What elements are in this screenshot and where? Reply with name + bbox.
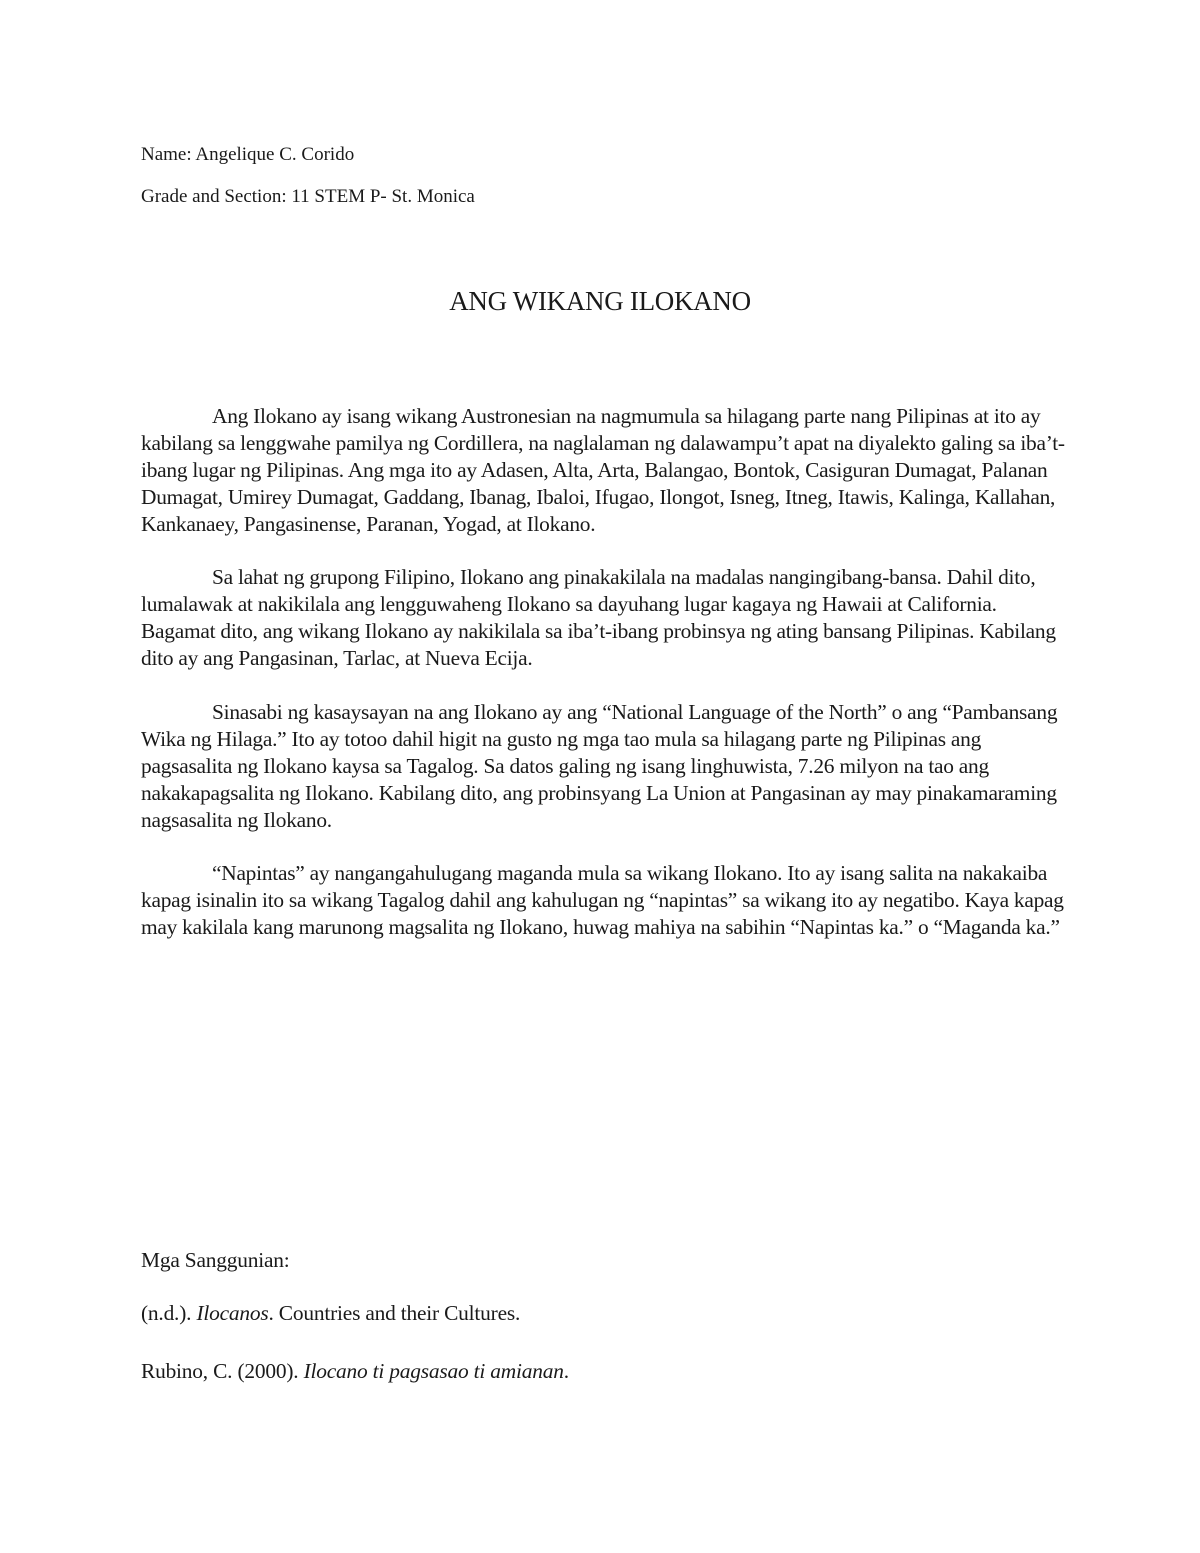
document-title: ANG WIKANG ILOKANO	[449, 286, 751, 316]
reference-2-suffix: .	[563, 1359, 569, 1383]
student-name: Name: Angelique C. Corido	[141, 144, 355, 165]
reference-2-prefix: Rubino, C. (2000).	[141, 1359, 304, 1383]
reference-item-1	[141, 1300, 520, 1327]
references-heading: Mga Sanggunian:	[141, 1248, 290, 1272]
reference-1-prefix: (n.d.).	[141, 1301, 197, 1325]
grade-and-section: Grade and Section: 11 STEM P- St. Monica	[141, 186, 475, 207]
reference-1-suffix: . Countries and their Cultures.	[268, 1301, 521, 1325]
reference-2-title: Ilocano ti pagsasao ti amianan	[303, 1359, 564, 1383]
essay-body	[141, 403, 1071, 968]
paragraph-4: “Napintas” ay nangangahulugang maganda mula sa wikang Ilokano. Ito ay isang salita na nakakaiba kapag isinalin ito sa wikang Tagalog dahil ang kahulugan ng “napintas” sa wikang ito ay negatibo. Kaya kapag may kakilala kang marunong magsalita ng Ilokano, huwag mahiya na sabihin “Napintas ka.” o “Maganda ka.”	[141, 861, 1064, 940]
paragraph-2: Sa lahat ng grupong Filipino, Ilokano ang pinakakilala na madalas nangingibang-bansa. Dahil dito, lumalawak at nakikilala ang lengguwaheng Ilokano sa dayuhang lugar kagaya ng Hawaii at California. Bagamat dito, ang wikang Ilokano ay nakikilala sa iba’t-ibang probinsya ng ating bansang Pilipinas. Kabilang dito ay ang Pangasinan, Tarlac, at Nueva Ecija.	[141, 565, 1056, 671]
reference-item-2	[141, 1358, 569, 1385]
paragraph-3: Sinasabi ng kasaysayan na ang Ilokano ay ang “National Language of the North” o ang “Pambansang Wika ng Hilaga.” Ito ay totoo dahil higit na gusto ng mga tao mula sa hilagang parte ng Pilipinas ang pagsasalita ng Ilokano kaysa sa Tagalog. Sa datos galing ng isang linghuwista, 7.26 milyon na tao ang nakakapagsalita ng Ilokano. Kabilang dito, ang probinsyang La Union at Pangasinan ay may pinakamaraming nagsasalita ng Ilokano.	[141, 699, 1058, 832]
paragraph-1: Ang Ilokano ay isang wikang Austronesian na nagmumula sa hilagang parte nang Pilipinas at ito ay kabilang sa lenggwahe pamilya ng Cordillera, na naglalaman ng dalawampu’t apat na diyalekto galing sa iba’t-ibang lugar ng Pilipinas. Ang mga ito ay Adasen, Alta, Arta, Balangao, Bontok, Casiguran Dumagat, Palanan Dumagat, Umirey Dumagat, Gaddang, Ibanag, Ibaloi, Ifugao, Ilongot, Isneg, Itneg, Itawis, Kalinga, Kallahan, Kankanaey, Pangasinense, Paranan, Yogad, at Ilokano.	[141, 404, 1065, 536]
reference-1-title: Ilocanos	[196, 1301, 269, 1325]
